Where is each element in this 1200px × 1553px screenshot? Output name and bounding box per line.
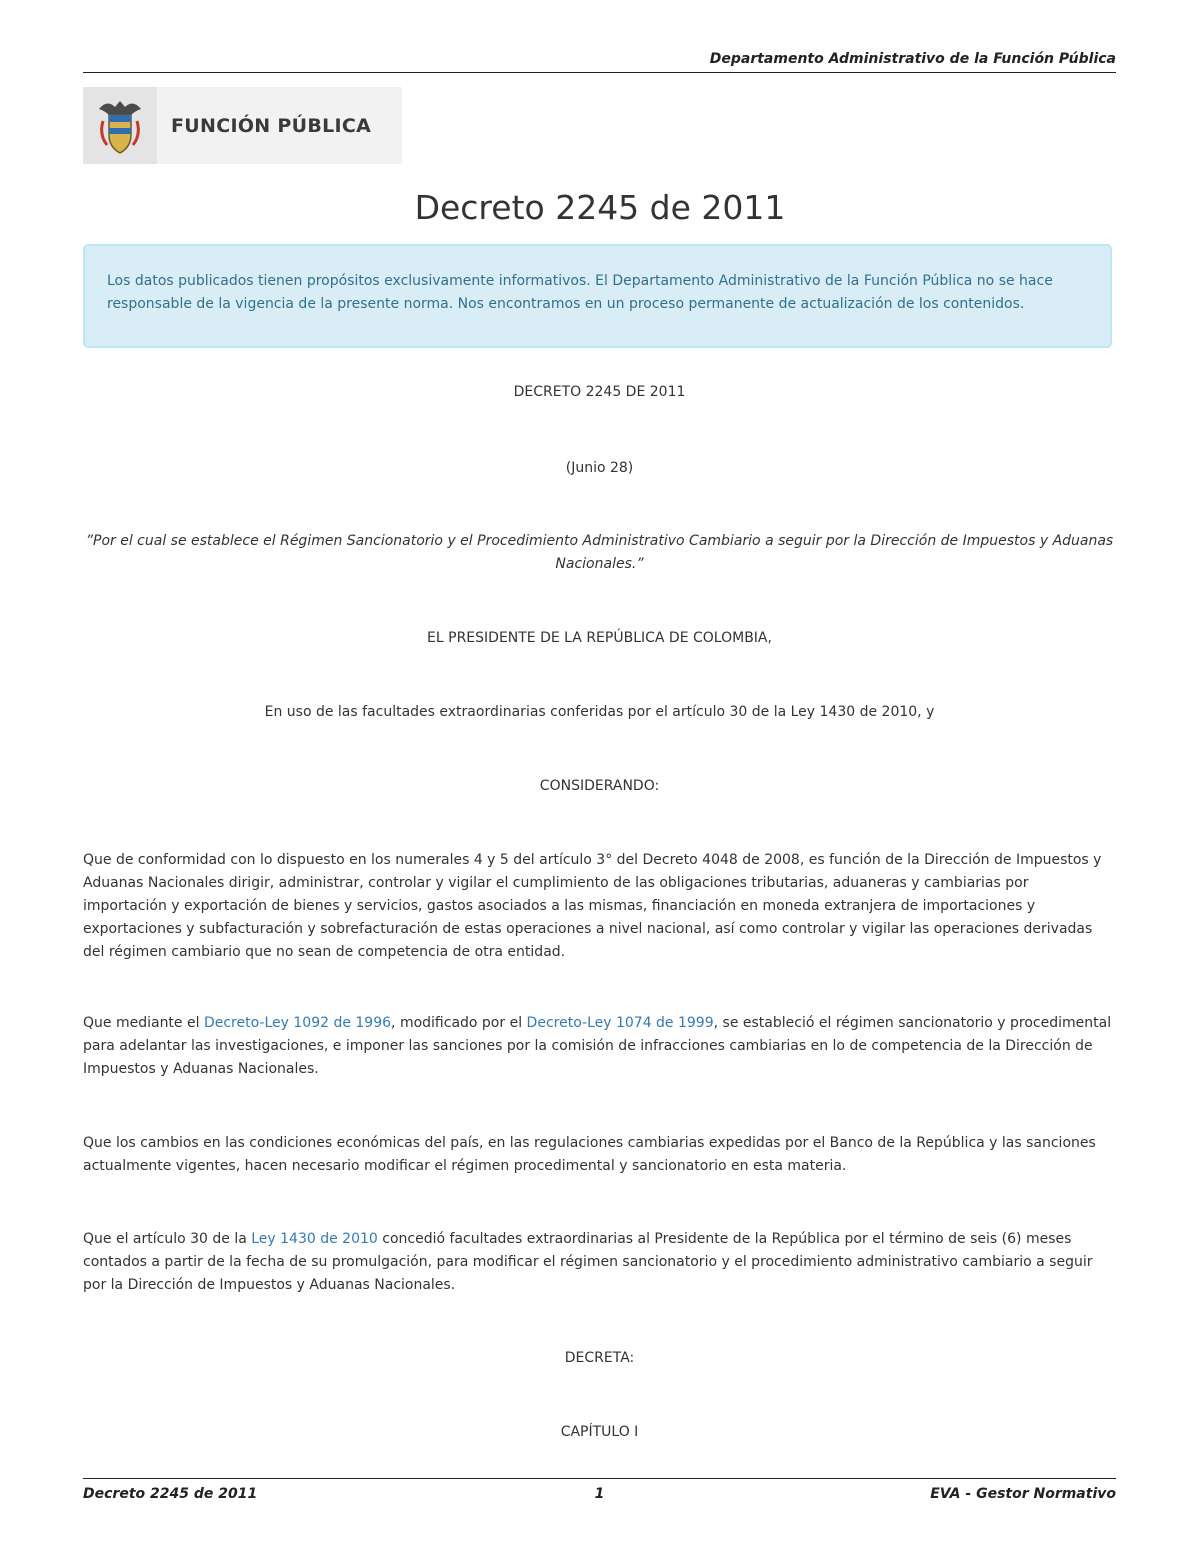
considerando-heading: CONSIDERANDO: — [539, 778, 660, 794]
decree-issuer: EL PRESIDENTE DE LA REPÚBLICA DE COLOMBIA, — [427, 630, 772, 646]
considerando-paragraph-1: Que de conformidad con lo dispuesto en los numerales 4 y 5 del artículo 3° del Decreto 4048 de 2008, es función de la Dirección de Impuestos y Aduanas Nacionales dirigir, administrar, controlar y vigilar el cumplimiento de las obligaciones tributarias, aduaneras y cambiarias por importación y exportación de bienes y servicios, gastos asociados a las mismas, financiación en moneda extranjera de importaciones y exportaciones y subfacturación y sobrefacturación de estas operaciones a nivel nacional, así como controlar y vigilar las operaciones derivadas del régimen cambiario que no sean de competencia de otra entidad. — [83, 852, 1102, 960]
link-ley-1430-2010[interactable]: Ley 1430 de 2010 — [251, 1231, 378, 1247]
funcion-publica-logo — [83, 87, 402, 164]
coat-of-arms-icon — [83, 87, 157, 164]
paragraph-text: , modificado por el — [391, 1015, 527, 1031]
decree-heading: DECRETO 2245 DE 2011 — [513, 384, 686, 400]
paragraph-text: Que el artículo 30 de la — [83, 1231, 252, 1247]
footer-page-number: 1 — [594, 1486, 605, 1502]
footer-doc-title: Decreto 2245 de 2011 — [83, 1486, 258, 1502]
decree-date: (Junio 28) — [565, 460, 634, 476]
paragraph-text: , se estableció el régimen sancionatorio y procedimental para adelantar las investigaciones, e imponer las sanciones por la comisión de infracciones cambiarias en lo de competencia de la Dirección de Impuestos y Aduanas Nacionales. — [83, 1015, 1112, 1077]
page-header — [83, 48, 1116, 73]
page-footer — [83, 1478, 1116, 1501]
decreta-heading: DECRETA: — [564, 1350, 635, 1366]
logo-text: FUNCIÓN PÚBLICA — [171, 114, 372, 137]
header-agency: Departamento Administrativo de la Función Pública — [709, 51, 1116, 67]
considerando-paragraph-2 — [83, 1012, 1116, 1081]
paragraph-text: concedió facultades extraordinarias al Presidente de la República por el término de seis (6) meses contados a partir de la fecha de su promulgación, para modificar el régimen sancionatorio y el procedimiento administrativo cambiario a seguir por la Dirección de Impuestos y Aduanas Nacionales. — [83, 1231, 1093, 1293]
disclaimer-notice: Los datos publicados tienen propósitos exclusivamente informativos. El Departamento Administrativo de la Función Pública no se hace responsable de la vigencia de la presente norma. Nos encontramos en un proceso permanente de actualización de los contenidos. — [83, 244, 1112, 348]
decree-subject: ”Por el cual se establece el Régimen Sancionatorio y el Procedimiento Administrativo Cambiario a seguir por la Dirección de Impuestos y Aduanas Nacionales.” — [85, 533, 1114, 572]
link-decreto-ley-1092-1996[interactable]: Decreto-Ley 1092 de 1996 — [203, 1015, 392, 1031]
page-title: Decreto 2245 de 2011 — [414, 188, 786, 227]
footer-system-name: EVA - Gestor Normativo — [930, 1486, 1116, 1502]
considerando-paragraph-4 — [83, 1228, 1116, 1297]
link-decreto-ley-1074-1999[interactable]: Decreto-Ley 1074 de 1999 — [526, 1015, 714, 1031]
paragraph-text: Que mediante el — [83, 1015, 204, 1031]
considerando-paragraph-3: Que los cambios en las condiciones económicas del país, en las regulaciones cambiarias expedidas por el Banco de la República y las sanciones actualmente vigentes, hacen necesario modificar el régimen procedimental y sancionatorio en esta materia. — [83, 1135, 1096, 1174]
chapter-heading: CAPÍTULO I — [560, 1424, 639, 1440]
decree-powers: En uso de las facultades extraordinarias conferidas por el artículo 30 de la Ley 1430 de 2010, y — [264, 704, 935, 720]
